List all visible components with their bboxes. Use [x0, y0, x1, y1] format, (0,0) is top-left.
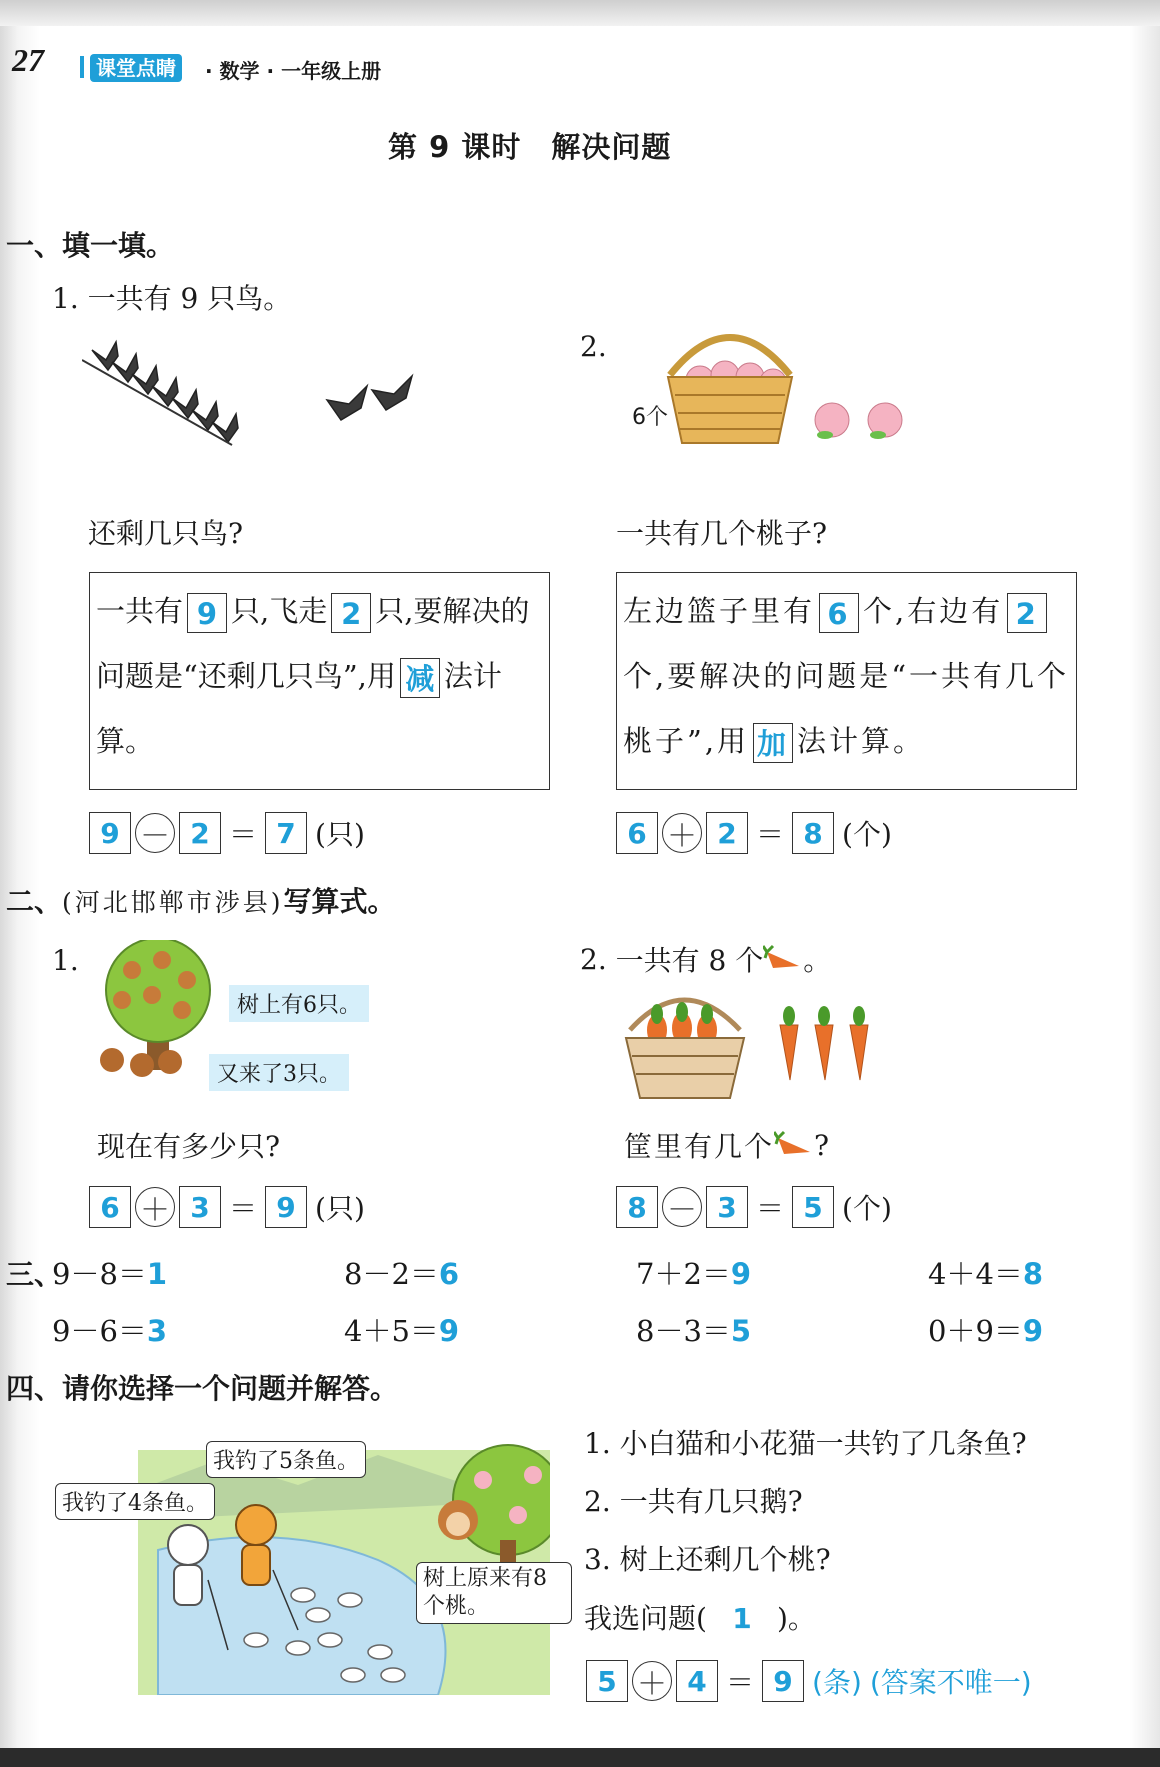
- s1q2-question: 一共有几个桃子?: [616, 517, 828, 550]
- callout-monkey: 树上原来有8个桃。: [416, 1562, 572, 1624]
- monkey-icon: [123, 961, 141, 979]
- speech-bubble-on-tree: 树上有6只。: [229, 985, 369, 1022]
- s4-question-1: 1. 小白猫和小花猫一共钓了几条鱼?: [584, 1427, 1027, 1460]
- s4-choice: 我选问题( 1 )。: [584, 1602, 816, 1635]
- calc-item: 8－3＝5: [636, 1314, 752, 1348]
- calc-item: 0＋9＝9: [928, 1314, 1044, 1348]
- blank[interactable]: 7: [265, 812, 307, 854]
- operator-circle[interactable]: ＋: [135, 1187, 175, 1227]
- blank[interactable]: 3: [179, 1186, 221, 1228]
- peach-basket-illustration: [660, 325, 910, 450]
- carrot-icon: [763, 944, 803, 974]
- s4-question-2: 2. 一共有几只鹅?: [584, 1485, 803, 1518]
- s1q1-prompt: 1. 一共有 9 只鸟。: [52, 282, 292, 315]
- blank[interactable]: 5: [792, 1186, 834, 1228]
- blank[interactable]: 2: [331, 593, 371, 633]
- blank[interactable]: 6: [616, 812, 658, 854]
- s1q1-question: 还剩几只鸟?: [88, 517, 244, 550]
- s1q2-analysis-box: 左边篮子里有 6 个,右边有 2个,要解决的问题是“一共有几个桃子”,用 加 法计算。: [616, 572, 1077, 790]
- s2q1-equation: 6 ＋ 3 ＝ 9 (只): [89, 1186, 373, 1228]
- blank[interactable]: 2: [179, 812, 221, 854]
- calc-item: 4＋4＝8: [928, 1257, 1044, 1291]
- blank[interactable]: 9: [89, 812, 131, 854]
- basket-label: 6个: [632, 405, 668, 430]
- section1-heading: 一、填一填。: [6, 229, 175, 262]
- operator-circle[interactable]: ＋: [632, 1661, 672, 1701]
- s2q2-question: 筐里有几个 ?: [624, 1128, 832, 1163]
- calc-item: 4＋5＝9: [344, 1314, 460, 1348]
- blank[interactable]: 3: [706, 1186, 748, 1228]
- blank[interactable]: 2: [1007, 593, 1047, 633]
- s4-question-3: 3. 树上还剩几个桃?: [584, 1543, 831, 1576]
- s2q2-equation: 8 － 3 ＝ 5 (个): [616, 1186, 900, 1228]
- carrot-icon: [780, 1025, 798, 1080]
- blank[interactable]: 9: [265, 1186, 307, 1228]
- callout-cat: 我钓了4条鱼。: [55, 1483, 215, 1520]
- blank[interactable]: 6: [89, 1186, 131, 1228]
- s2q1-question: 现在有多少只?: [97, 1130, 281, 1163]
- series-badge: 课堂点睛: [90, 54, 182, 82]
- blank[interactable]: 4: [676, 1660, 718, 1702]
- blank[interactable]: 5: [586, 1660, 628, 1702]
- section2-heading: 二、(河北邯郸市涉县)写算式。: [6, 885, 396, 918]
- choice-blank[interactable]: 1: [732, 1602, 752, 1635]
- blank[interactable]: 2: [706, 812, 748, 854]
- calc-item: 7＋2＝9: [636, 1257, 752, 1291]
- s4-equation: 5 ＋ 4 ＝ 9 (条) (答案不唯一): [586, 1660, 1032, 1702]
- s2q2-prompt: 2. 一共有 8 个 。: [580, 942, 832, 977]
- bottom-edge: [0, 1748, 1160, 1767]
- blank[interactable]: 9: [187, 593, 227, 633]
- calc-item: 9－8＝1: [52, 1257, 168, 1291]
- s1q1-analysis-box: 一共有 9 只,飞走 2 只,要解决的问题是“还剩几只鸟”,用 减 法计算。: [89, 572, 550, 790]
- speech-bubble-came: 又来了3只。: [209, 1054, 349, 1091]
- calc-item: 8－2＝6: [344, 1257, 460, 1291]
- operator-circle[interactable]: －: [135, 813, 175, 853]
- blank[interactable]: 6: [819, 593, 859, 633]
- s1q1-equation: 9 － 2 ＝ 7 (只): [89, 812, 373, 854]
- blank[interactable]: 减: [400, 658, 440, 698]
- top-edge: [0, 0, 1160, 26]
- peach-icon: [474, 1471, 492, 1489]
- header-divider: [80, 56, 84, 78]
- carrot-basket-illustration: [622, 990, 882, 1105]
- goose-icon: [291, 1588, 315, 1602]
- s1q2-number: 2.: [580, 330, 607, 363]
- birds-illustration: [82, 330, 442, 490]
- carrot-icon: [774, 1130, 814, 1160]
- lesson-title: 第 9 课时 解决问题: [388, 130, 672, 164]
- section4-heading: 四、请你选择一个问题并解答。: [6, 1372, 399, 1405]
- blank[interactable]: 8: [792, 812, 834, 854]
- section3-heading: 三、: [6, 1258, 63, 1291]
- operator-circle[interactable]: －: [662, 1187, 702, 1227]
- s2q1-number: 1.: [52, 944, 79, 977]
- blank[interactable]: 加: [753, 723, 793, 763]
- page-number: 27: [12, 42, 44, 78]
- operator-circle[interactable]: ＋: [662, 813, 702, 853]
- calc-item: 9－6＝3: [52, 1314, 168, 1348]
- blank[interactable]: 8: [616, 1186, 658, 1228]
- subject-label: · 数学 · 一年级上册: [205, 59, 382, 83]
- answer-note: (答案不唯一): [869, 1666, 1032, 1699]
- s1q2-equation: 6 ＋ 2 ＝ 8 (个): [616, 812, 900, 854]
- blank[interactable]: 9: [762, 1660, 804, 1702]
- callout-tiger: 我钓了5条鱼。: [206, 1441, 366, 1478]
